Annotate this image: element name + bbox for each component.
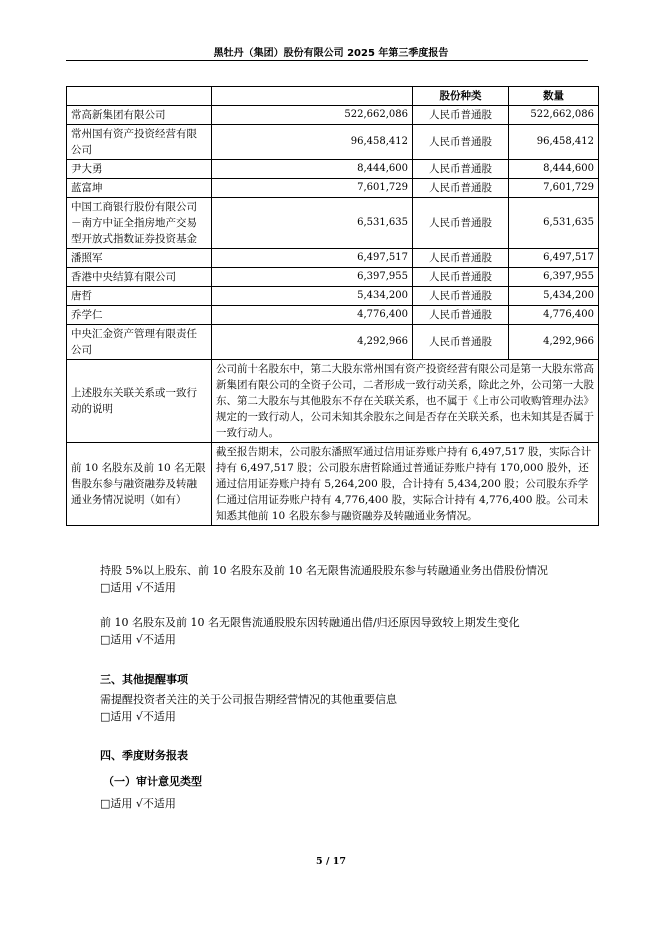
holder-name: 蓝富坤 <box>67 179 212 198</box>
table-row <box>67 268 599 287</box>
holder-shares: 96,458,412 <box>212 125 413 160</box>
holder-share-type: 人民币普通股 <box>413 306 509 325</box>
holder-shares: 4,292,966 <box>212 325 413 360</box>
lending-applicability: □适用 √不适用 <box>100 581 176 594</box>
holder-share-type: 人民币普通股 <box>413 268 509 287</box>
page-header-title: 黑牡丹（集团）股份有限公司 2025 年第三季度报告 <box>213 48 449 59</box>
col-header-quantity: 数量 <box>509 87 599 106</box>
holder-quantity: 6,531,635 <box>509 198 599 249</box>
section-3-text: 需提醒投资者关注的关于公司报告期经营情况的其他重要信息 <box>100 693 397 706</box>
holder-shares: 4,776,400 <box>212 306 413 325</box>
table-header-row <box>67 87 599 106</box>
table-row <box>67 287 599 306</box>
margin-trading-note-text: 截至报告期末，公司股东潘照军通过信用证券账户持有 6,497,517 股，实际合计持有 6,497,517 股；公司股东唐哲除通过普通证券账户持有 170,000 股外，还通过信用证券账户持有 5,264,200 股，合计持有 5,434,200 股；公司股东乔学仁通过信用证券账户持有 4,776,400 股，实际合计持有 4,776,400 股。公司未知悉其他前 10 名股东参与融资融券及转融通业务情况。 <box>212 443 599 526</box>
section-3-title: 三、其他提醒事项 <box>100 673 188 686</box>
holder-share-type: 人民币普通股 <box>413 287 509 306</box>
col-header-share-type: 股份种类 <box>413 87 509 106</box>
table-row <box>67 249 599 268</box>
holder-share-type: 人民币普通股 <box>413 179 509 198</box>
section-4-title: 四、季度财务报表 <box>100 749 188 762</box>
holder-quantity: 5,434,200 <box>509 287 599 306</box>
holder-share-type: 人民币普通股 <box>413 106 509 125</box>
related-party-note-row <box>67 360 599 443</box>
holder-share-type: 人民币普通股 <box>413 325 509 360</box>
related-party-note-text: 公司前十名股东中，第二大股东常州国有资产投资经营有限公司是第一大股东常高新集团有限公司的全资子公司，二者形成一致行动关系，除此之外，公司第一大股东、第二大股东与其他股东不存在关联关系，也不属于《上市公司收购管理办法》规定的一致行动人，公司未知其余股东之间是否存在关联关系，也未知其是否属于一致行动人。 <box>212 360 599 443</box>
holder-shares: 8,444,600 <box>212 160 413 179</box>
holder-name: 常高新集团有限公司 <box>67 106 212 125</box>
holder-share-type: 人民币普通股 <box>413 125 509 160</box>
holder-quantity: 4,292,966 <box>509 325 599 360</box>
holder-name: 香港中央结算有限公司 <box>67 268 212 287</box>
holder-name: 中国工商银行股份有限公司－南方中证全指房地产交易型开放式指数证券投资基金 <box>67 198 212 249</box>
section-3-applicability: □适用 √不适用 <box>100 710 176 723</box>
holder-shares: 6,397,955 <box>212 268 413 287</box>
section-4-subtitle: （一）审计意见类型 <box>103 775 202 788</box>
holder-quantity: 4,776,400 <box>509 306 599 325</box>
shareholders-table <box>66 86 599 526</box>
table-row <box>67 160 599 179</box>
table-row <box>67 325 599 360</box>
holder-name: 中央汇金资产管理有限责任公司 <box>67 325 212 360</box>
holder-quantity: 8,444,600 <box>509 160 599 179</box>
related-party-note-label: 上述股东关联关系或一致行动的说明 <box>67 360 212 443</box>
table-row <box>67 106 599 125</box>
holder-shares: 6,531,635 <box>212 198 413 249</box>
holder-shares: 6,497,517 <box>212 249 413 268</box>
holder-shares: 522,662,086 <box>212 106 413 125</box>
holder-quantity: 96,458,412 <box>509 125 599 160</box>
change-statement: 前 10 名股东及前 10 名无限售流通股股东因转融通出借/归还原因导致较上期发生变化 <box>100 616 520 629</box>
page-number: 5 / 17 <box>316 856 346 867</box>
header-cell-blank <box>67 87 212 106</box>
holder-quantity: 6,497,517 <box>509 249 599 268</box>
holder-shares: 7,601,729 <box>212 179 413 198</box>
holder-name: 潘照军 <box>67 249 212 268</box>
holder-quantity: 522,662,086 <box>509 106 599 125</box>
holder-name: 乔学仁 <box>67 306 212 325</box>
margin-trading-note-row <box>67 443 599 526</box>
holder-name: 尹大勇 <box>67 160 212 179</box>
table-row <box>67 125 599 160</box>
holder-share-type: 人民币普通股 <box>413 249 509 268</box>
margin-trading-note-label: 前 10 名股东及前 10 名无限售股东参与融资融券及转融通业务情况说明（如有） <box>67 443 212 526</box>
table-row <box>67 306 599 325</box>
holder-quantity: 7,601,729 <box>509 179 599 198</box>
header-cell-blank <box>212 87 413 106</box>
holder-shares: 5,434,200 <box>212 287 413 306</box>
table-row <box>67 198 599 249</box>
holder-quantity: 6,397,955 <box>509 268 599 287</box>
table-row <box>67 179 599 198</box>
holder-share-type: 人民币普通股 <box>413 160 509 179</box>
holder-name: 常州国有资产投资经营有限公司 <box>67 125 212 160</box>
holder-share-type: 人民币普通股 <box>413 198 509 249</box>
section-4-applicability: □适用 √不适用 <box>100 797 176 810</box>
change-applicability: □适用 √不适用 <box>100 633 176 646</box>
holder-name: 唐哲 <box>67 287 212 306</box>
lending-statement: 持股 5%以上股东、前 10 名股东及前 10 名无限售流通股股东参与转融通业务出借股份情况 <box>100 564 548 577</box>
header-divider <box>66 60 588 61</box>
